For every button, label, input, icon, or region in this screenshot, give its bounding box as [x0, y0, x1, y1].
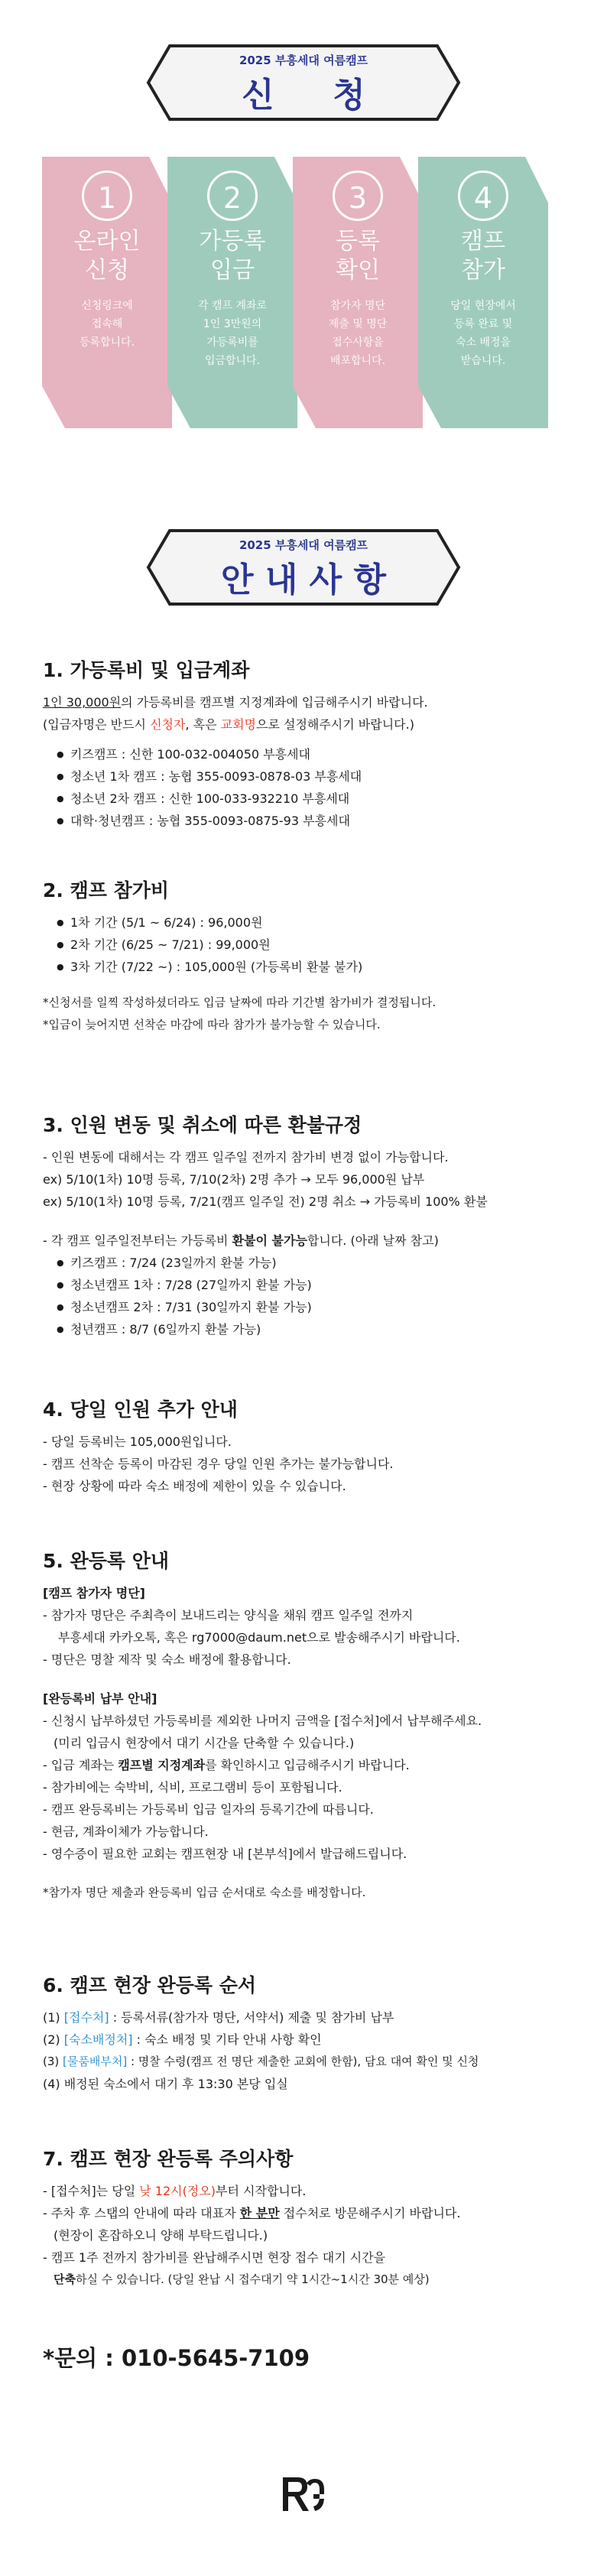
step-description: 신청링크에 접속해 등록합니다. [79, 300, 135, 349]
fee-item: ● 3차 기간 (7/22 ~) : 105,000원 (가등록비 환불 불가) [57, 956, 593, 978]
banner-title: 안 내 사 항 [221, 560, 386, 599]
text-line: (현장이 혼잡하오니 양해 부탁드립니다.) [54, 2228, 268, 2243]
text-line: - 인원 변동에 대해서는 각 캠프 일주일 전까지 참가비 변경 없이 가능합니다. [43, 1150, 449, 1165]
text-line: ex) 5/10(1차) 10명 등록, 7/10(2차) 2명 추가 → 모두 96,000원 납부 [43, 1172, 425, 1187]
section-heading: 3. 인원 변동 및 취소에 따른 환불규정 [43, 1114, 362, 1136]
account-item: ● 청소년 1차 캠프 : 농협 355-0093-0878-03 부흥세대 [57, 765, 593, 788]
fee-item: ● 2차 기간 (6/25 ~ 7/21) : 99,000원 [57, 934, 593, 956]
rg-logo-icon [280, 2473, 327, 2514]
text-line: - 참가비에는 숙박비, 식비, 프로그램비 등이 포함됩니다. [43, 1780, 342, 1795]
account-item: ● 키즈캠프 : 신한 100-032-004050 부흥세대 [57, 743, 593, 765]
section-registration [43, 1548, 593, 1904]
note-line: *입금이 늦어지면 선착순 마감에 따라 참가가 불가능할 수 있습니다. [43, 1018, 381, 1031]
text-line: (입금자명은 반드시 신청자, 혹은 교회명으로 설정해주시기 바랍니다.) [43, 717, 414, 732]
step-card-2 [167, 157, 297, 428]
fee-item: ● 1차 기간 (5/1 ~ 6/24) : 96,000원 [57, 911, 593, 934]
refund-item: ● 키즈캠프 : 7/24 (23일까지 환불 가능) [57, 1252, 593, 1274]
text-line: 단축하실 수 있습니다. (당일 완납 시 접수대기 약 1시간~1시간 30분 예상) [54, 2272, 430, 2286]
section-heading: 6. 캠프 현장 완등록 순서 [43, 1974, 257, 1996]
step-card-4 [418, 157, 548, 428]
text-line: - 당일 등록비는 105,000원입니다. [43, 1434, 232, 1449]
step-number: 1 [82, 171, 132, 221]
step-card-3 [293, 157, 423, 428]
text-line: - 참가자 명단은 주최측이 보내드리는 양식을 채워 캠프 일주일 전까지 [43, 1608, 414, 1623]
section-fee [43, 878, 593, 1036]
text-line: 부흥세대 카카오톡, 혹은 rg7000@daum.net으로 발송해주시기 바랍니다. [58, 1630, 460, 1645]
step-description: 당일 현장에서 등록 완료 및 숙소 배정을 받습니다. [450, 300, 516, 367]
account-item: ● 청소년 2차 캠프 : 신한 100-033-932210 부흥세대 [57, 788, 593, 810]
text-line: ex) 5/10(1차) 10명 등록, 7/21(캠프 일주일 전) 2명 취소 → 가등록비 100% 환불 [43, 1194, 488, 1209]
text-line: - 현장 상황에 따라 숙소 배정에 제한이 있을 수 있습니다. [43, 1479, 346, 1493]
text-line: - 입금 계좌는 캠프별 지정계좌를 확인하시고 입금해주시기 바랍니다. [43, 1758, 410, 1772]
text-line: - 명단은 명찰 제작 및 숙소 배정에 활용합니다. [43, 1652, 291, 1667]
banner-title: 신 청 [242, 76, 365, 115]
refund-item: ● 청년캠프 : 8/7 (6일까지 환불 가능) [57, 1318, 593, 1340]
text-line: - 주차 후 스탭의 안내에 따라 대표자 한 분만 접수처로 방문해주시기 바랍니다. [43, 2206, 461, 2220]
notice-banner [0, 521, 607, 613]
step-number: 2 [207, 171, 258, 221]
text-line: - [접수처]는 당일 낮 12시(정오)부터 시작합니다. [43, 2184, 307, 2198]
section-heading: 1. 가등록비 및 입금계좌 [43, 659, 250, 681]
text-line: - 캠프 선착순 등록이 마감된 경우 당일 인원 추가는 불가능합니다. [43, 1457, 394, 1471]
step-title: 가등록 입금 [199, 228, 266, 284]
step-title: 온라인 신청 [73, 228, 141, 284]
text-line: - 현금, 계좌이체가 가능합니다. [43, 1824, 209, 1839]
text-line: (미리 입금시 현장에서 대기 시간을 단축할 수 있습니다.) [54, 1736, 355, 1750]
text-line: 1인 30,000원의 가등록비를 캠프별 지정계좌에 입금해주시기 바랍니다. [43, 695, 428, 710]
account-item: ● 대학·청년캠프 : 농협 355-0093-0875-93 부흥세대 [57, 810, 593, 832]
text-line: (2) [숙소배정처] : 숙소 배정 및 기타 안내 사항 확인 [43, 2032, 322, 2047]
step-title: 캠프 참가 [461, 228, 505, 284]
sub-heading: [캠프 참가자 명단] [43, 1586, 145, 1600]
section-heading: 4. 당일 인원 추가 안내 [43, 1398, 238, 1421]
sub-heading: [완등록비 납부 안내] [43, 1691, 157, 1706]
section-onsite-caution [43, 2146, 593, 2291]
step-description: 참가자 명단 제출 및 명단 접수사항을 배포합니다. [328, 300, 388, 367]
refund-item: ● 청소년캠프 2차 : 7/31 (30일까지 환불 가능) [57, 1296, 593, 1318]
text-line: (4) 배정된 숙소에서 대기 후 13:30 본당 입실 [43, 2077, 288, 2091]
contact-info: *문의 : 010-5645-7109 [43, 2345, 310, 2371]
apply-banner [0, 37, 607, 128]
section-deposit [43, 658, 593, 832]
text-line: - 각 캠프 일주일전부터는 가등록비 환불이 불가능합니다. (아래 날짜 참고) [43, 1233, 439, 1248]
section-onsite-order [43, 1973, 593, 2095]
text-line: - 신청시 납부하셨던 가등록비를 제외한 나머지 금액을 [접수처]에서 납부해주세요. [43, 1714, 482, 1728]
section-heading: 2. 캠프 참가비 [43, 879, 170, 901]
text-line: - 캠프 완등록비는 가등록비 입금 일자의 등록기간에 따릅니다. [43, 1802, 374, 1817]
step-number: 3 [333, 171, 383, 221]
note-line: *참가자 명단 제출과 완등록비 입금 순서대로 숙소를 배정합니다. [43, 1886, 366, 1899]
section-heading: 5. 완등록 안내 [43, 1550, 170, 1572]
note-line: *신청서를 일찍 작성하셨더라도 입금 날짜에 따라 기간별 참가비가 결정됩니다. [43, 996, 437, 1009]
text-line: - 영수증이 필요한 교회는 캠프현장 내 [본부석]에서 발급해드립니다. [43, 1847, 407, 1861]
text-line: (3) [물품배부처] : 명찰 수령(캠프 전 명단 제출한 교회에 한함), 담요 대여 확인 및 신청 [43, 2055, 479, 2068]
text-line: - 캠프 1주 전까지 참가비를 완납해주시면 현장 접수 대기 시간을 [43, 2250, 386, 2265]
step-number: 4 [458, 171, 508, 221]
section-same-day [43, 1397, 593, 1497]
banner-subtitle: 2025 부흥세대 여름캠프 [239, 538, 368, 552]
text-line: (1) [접수처] : 등록서류(참가자 명단, 서약서) 제출 및 참가비 납부 [43, 2010, 394, 2025]
section-heading: 7. 캠프 현장 완등록 주의사항 [43, 2148, 294, 2170]
section-refund [43, 1113, 593, 1340]
step-description: 각 캠프 계좌로 1인 3만원의 가등록비를 입금합니다. [197, 300, 268, 367]
step-title: 등록 확인 [336, 228, 380, 284]
refund-item: ● 청소년캠프 1차 : 7/28 (27일까지 환불 가능) [57, 1274, 593, 1296]
banner-subtitle: 2025 부흥세대 여름캠프 [239, 54, 368, 67]
step-card-1 [42, 157, 172, 428]
